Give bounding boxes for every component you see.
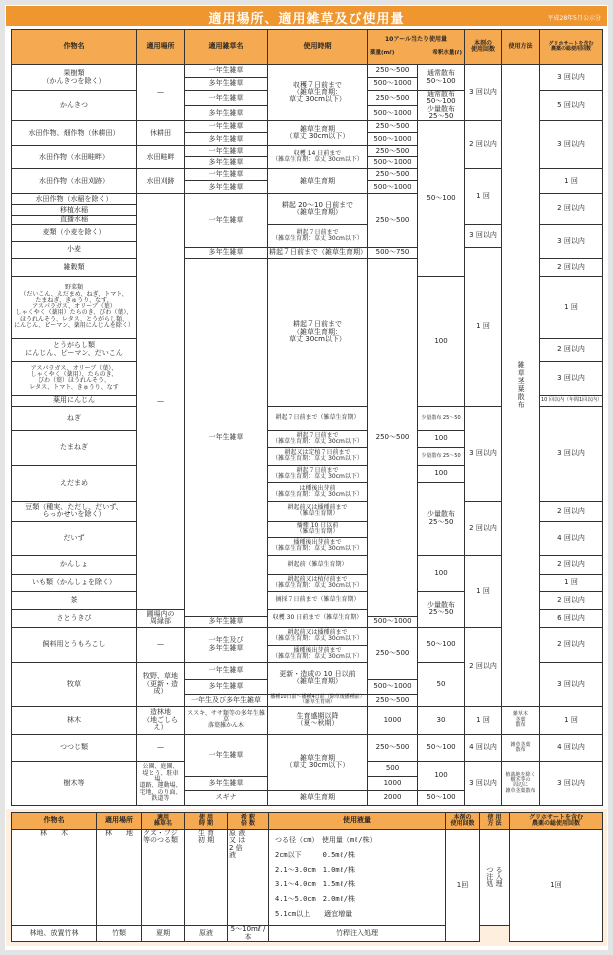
- cell-times: 3 回以内: [465, 224, 502, 247]
- application-table-body: [12, 65, 603, 806]
- cell-water: 100: [418, 761, 465, 790]
- cell-total: 2 回以内: [540, 501, 603, 521]
- cell-total: 3 回以内: [540, 224, 603, 258]
- cell-crop: 移植水稲: [12, 205, 137, 216]
- cell-times: 3 回以内: [465, 65, 502, 121]
- sub-timing-2: 夏期: [142, 926, 185, 942]
- cell-timing: 更新・造成の 10 日以前 （雑草生育期）: [268, 662, 368, 694]
- sub-weed-2: 竹類: [97, 926, 142, 942]
- cell-timing: 耕起７日前まで（雑草生育期）: [268, 406, 368, 430]
- cell-water: 50～100: [418, 734, 465, 761]
- cell-timing: 雑草生育期: [268, 169, 368, 194]
- cell-total: 3 回以内: [540, 121, 603, 169]
- cell-total: 3 回以内: [540, 361, 603, 395]
- table-row: [12, 65, 603, 78]
- cell-water: 100: [418, 430, 465, 447]
- cell-water: 少量散布 25～50: [418, 406, 465, 430]
- cell-timing: 雑草生育期 （草丈 30cm以下）: [268, 121, 368, 146]
- cell-weed: 多年生雑草: [185, 616, 268, 627]
- sub-header-dilution: 希 釈 倍 数: [228, 812, 269, 829]
- cell-total: 3 回以内: [540, 761, 603, 805]
- cell-times: 3 回以内: [465, 406, 502, 501]
- cell-timing: 耕起 20～10 日前まで （雑草生育期）: [268, 194, 368, 224]
- cell-site: —: [137, 734, 185, 761]
- cell-crop: たまねぎ: [12, 430, 137, 465]
- sub-header-volume: 使用液量: [269, 812, 446, 829]
- cell-total: 2 回以内: [540, 555, 603, 574]
- volume-line: 4.1～5.0cm 2.0mℓ/株: [275, 894, 355, 903]
- sub-dilution: 原 液 又 は 2 倍 液: [228, 829, 269, 925]
- cell-total: 2 回以内: [540, 194, 603, 224]
- sub-method-2: 竹稈注入処理: [269, 926, 446, 942]
- sub-header-weed: 適用 雑草名: [142, 812, 185, 829]
- sub-volume: [269, 829, 446, 925]
- sub-site-2: 林地、放置竹林: [12, 926, 97, 942]
- cell-crop: 果樹類 （かんきつを除く）: [12, 65, 137, 91]
- sub-times: 1回: [446, 829, 480, 941]
- header-water: 希釈水量(ℓ): [432, 49, 462, 56]
- cell-timing: 耕起７日前まで（雑草生育期）: [268, 247, 368, 258]
- cell-water: 50～100: [418, 121, 465, 276]
- cell-weed: ススキ、ササ類等の多年生雑草 落葉雑かん木: [185, 706, 268, 734]
- cell-dose: 500～1000: [368, 679, 418, 694]
- cell-timing: 耕起又は定植７日前まで （雑草生育期：草丈 30cm以下）: [268, 447, 368, 465]
- cell-times: 1 回: [465, 706, 502, 734]
- cell-times: 2 回以内: [465, 627, 502, 706]
- cell-crop: ねぎ: [12, 406, 137, 430]
- header-weed: 適用雑草名: [185, 30, 268, 65]
- header-dose: 薬量(mℓ): [370, 49, 395, 56]
- cell-weed: スギナ: [185, 790, 268, 805]
- cell-weed: 一年生雑草: [185, 258, 268, 616]
- cell-timing: 耕起前又は播種前まで （雑草生育期：草丈 30cm以下）: [268, 627, 368, 645]
- cell-dose: 500: [368, 761, 418, 776]
- cell-total: 2 回以内: [540, 591, 603, 609]
- cell-weed: 多年生雑草: [185, 679, 268, 694]
- cell-total: 1 回: [540, 169, 603, 194]
- cell-total: 4 回以内: [540, 521, 603, 555]
- cell-weed: 一年生雑草: [185, 169, 268, 181]
- cell-weed: 多年生雑草: [185, 181, 268, 194]
- sub-crop: 林 木: [12, 829, 97, 925]
- cell-total: 2 回以内: [540, 627, 603, 662]
- cell-dose: 250～500: [368, 194, 418, 247]
- cell-times: 3 回以内: [465, 761, 502, 805]
- cell-water: 100: [418, 555, 465, 591]
- cell-crop: 牧草: [12, 662, 137, 706]
- cell-crop: 林木: [12, 706, 137, 734]
- injection-table: [11, 812, 603, 942]
- cell-times: 1 回: [465, 169, 502, 224]
- cell-dose: 500～1000: [368, 106, 418, 121]
- cell-total: 2 回以内: [540, 338, 603, 361]
- cell-total: 4 回以内: [540, 734, 603, 761]
- cell-timing: 耕起前又は植付前まで （雑草生育期：草丈 30cm以下）: [268, 574, 368, 591]
- cell-crop: 野菜類 （だいこん、えだまめ、ねぎ、トマト、 たまねぎ、きゅうり、なす、 アスパラガス、オリーブ（葉） しゃくやく（薬用）たらのき、びわ（葉）、 ほうれんそう、レタス、とうがらし類、 にんじん、ピーマン、薬用にんじんを除く）: [12, 276, 137, 338]
- cell-crop: 水田作物（水稲を除く）: [12, 194, 137, 205]
- cell-timing: 雑草生育期 （草丈 30cm以下）: [268, 734, 368, 790]
- cell-weed: 多年生雑草: [185, 106, 268, 121]
- cell-weed: 多年生雑草: [185, 776, 268, 790]
- cell-dose: 500～1000: [368, 78, 418, 91]
- sub-header-total: グリホサートを含む 農薬の総使用回数: [510, 812, 603, 829]
- cell-dose: 500～1000: [368, 616, 418, 627]
- header-amount: [368, 30, 465, 65]
- cell-dose: 500～1000: [368, 133, 418, 146]
- cell-water: 50～100: [418, 790, 465, 805]
- cell-dose: 1000: [368, 706, 418, 734]
- cell-crop: だいず: [12, 521, 137, 555]
- cell-dose: 500～1000: [368, 181, 418, 194]
- cell-dose: 250～500: [368, 694, 418, 706]
- cell-weed: 一年生雑草: [185, 662, 268, 679]
- cell-crop: かんしょ: [12, 555, 137, 574]
- cell-times: 2 回以内: [465, 501, 502, 555]
- header-timing: 使用時期: [268, 30, 368, 65]
- volume-line: 3.1～4.0cm 1.5mℓ/株: [275, 880, 355, 889]
- cell-weed: 一年生雑草: [185, 121, 268, 133]
- cell-method: 雑草茎葉 散布: [502, 734, 540, 761]
- cell-water: 通常散布 50～100: [418, 65, 465, 91]
- cell-crop: 薬用にんじん: [12, 395, 137, 406]
- cell-dose: 1000: [368, 776, 418, 790]
- cell-dose: 500～750: [368, 247, 418, 258]
- cell-crop: 麦類（小麦を除く）: [12, 224, 137, 241]
- cell-dose: 250～500: [368, 258, 418, 616]
- sub-header-method: 使 用 方 法: [480, 812, 510, 829]
- cell-timing: 播種後出芽前まで （雑草生育期：草丈 30cm以下）: [268, 645, 368, 662]
- table-row: [12, 734, 603, 761]
- cell-total: 3 回以内: [540, 406, 603, 501]
- page-panel: [5, 5, 608, 950]
- cell-total: 3 回以内: [540, 65, 603, 91]
- cell-crop: つつじ類: [12, 734, 137, 761]
- cell-water: 通常散布 50～100 少量散布 25～50: [418, 91, 465, 121]
- cell-crop: かんきつ: [12, 91, 137, 121]
- cell-water: 少量散布 25～50: [418, 482, 465, 555]
- cell-weed: 一年生及び多年生雑草: [185, 694, 268, 706]
- cell-crop: 小麦: [12, 241, 137, 258]
- volume-line: 5.1cm以上 適宜増量: [275, 909, 353, 918]
- header-crop: 作物名: [12, 30, 137, 65]
- volume-line: 2.1～3.0cm 1.0mℓ/株: [275, 865, 355, 874]
- cell-total: 10 回以内（年間1回以内）: [540, 395, 603, 406]
- cell-total: 6 回以内: [540, 609, 603, 627]
- cell-dose: 250～500: [368, 734, 418, 761]
- cell-weed: 多年生雑草: [185, 247, 268, 258]
- cell-timing: 播種後出芽前まで （雑草生育期：草丈 30cm以下）: [268, 537, 368, 555]
- cell-site: 牧野、草地 （更新・造成）: [137, 662, 185, 706]
- cell-crop: さとうきび: [12, 609, 137, 627]
- header-row: [12, 30, 603, 65]
- cell-timing: 耕起７日前まで （雑草生育期：草丈 30cm以下）: [268, 430, 368, 447]
- volume-line: つる径（cm） 使用量（mℓ/株）: [275, 836, 377, 845]
- cell-timing: 摘採７日前まで（雑草生育期）: [268, 591, 368, 609]
- cell-water: 30: [418, 706, 465, 734]
- cell-timing: 雑草生育期: [268, 790, 368, 805]
- cell-crop: 茶: [12, 591, 137, 609]
- cell-total: 1 回: [540, 574, 603, 591]
- table-row: [12, 706, 603, 734]
- sub-total: 1回: [510, 829, 603, 941]
- cell-timing: 耕起７日前まで （雑草生育期：草丈 30cm以下）: [268, 465, 368, 482]
- cell-site: —: [137, 627, 185, 662]
- sub-header-site: 適用場所: [97, 812, 142, 829]
- sub-header-timing: 使 用 時 期: [185, 812, 228, 829]
- header-method: 使用方法: [502, 30, 540, 65]
- cell-water: 少量散布 25～50: [418, 447, 465, 465]
- cell-crop: 樹木等: [12, 761, 137, 805]
- sub-dilution-2: 原液: [185, 926, 228, 942]
- cell-water: 50: [418, 662, 465, 706]
- cell-site: 水田畦畔: [137, 146, 185, 169]
- sub-timing: 生 育 初 期: [185, 829, 228, 925]
- footer-section: [6, 809, 607, 946]
- cell-times: 1 回: [465, 555, 502, 627]
- header-site: 適用場所: [137, 30, 185, 65]
- cell-total: 5 回以内: [540, 91, 603, 121]
- sub-header-row: [12, 812, 603, 829]
- cell-timing: 耕起７日前まで （雑草生育期：草丈 30cm以下）: [268, 224, 368, 247]
- cell-dose: 2000: [368, 790, 418, 805]
- sub-header-times: 本剤の 使用回数: [446, 812, 480, 829]
- cell-water: 少量散布 25～50: [418, 591, 465, 627]
- sub-header-crop: 作物名: [12, 812, 97, 829]
- cell-times: 4 回以内: [465, 734, 502, 761]
- cell-dose: 250～500: [368, 146, 418, 157]
- publication-note: 平成28年5月公示分: [547, 15, 601, 22]
- cell-timing: 播種10日前～播種4日前（除草後播種前）（雑草生育期）: [268, 694, 368, 706]
- cell-weed: 一年生及び 多年生雑草: [185, 627, 268, 662]
- cell-site: 休耕田: [137, 121, 185, 146]
- cell-crop: 直播水稲: [12, 216, 137, 224]
- cell-timing: 収穫 30 日前まで（雑草生育期）: [268, 609, 368, 627]
- cell-crop: 雑穀類: [12, 258, 137, 276]
- cell-water: 100: [418, 465, 465, 482]
- cell-weed: 一年生雑草: [185, 734, 268, 776]
- cell-weed: 多年生雑草: [185, 157, 268, 169]
- cell-crop: アスパラガス、オリーブ（葉）、 しゃくやく（薬用）、たらのき、 びわ（葉）ほうれんそう、 レタス、トマト、きゅうり、なす: [12, 361, 137, 395]
- header-times: 本剤の 使用回数: [465, 30, 502, 65]
- cell-water: 50～100: [418, 627, 465, 662]
- cell-timing: 耕起７日前まで （雑草生育期： 草丈 30cm以下）: [268, 258, 368, 406]
- cell-timing: 収穫７日前まで （雑草生育期： 草丈 30cm以下）: [268, 65, 368, 121]
- cell-weed: 多年生雑草: [185, 133, 268, 146]
- cell-times: 1 回: [465, 247, 502, 406]
- cell-timing: 収穫 14 日前まで （雑草生育期：草丈 30cm以下）: [268, 146, 368, 169]
- sub-row-vine: [12, 829, 603, 925]
- cell-weed: 一年生雑草: [185, 65, 268, 78]
- cell-total: 1 回: [540, 706, 603, 734]
- cell-site: 水田刈跡: [137, 169, 185, 194]
- cell-method: 植栽地を除く 樹木等の 周辺に 雑草茎葉散布: [502, 761, 540, 805]
- cell-dose: 250～500: [368, 121, 418, 133]
- cell-site: —: [137, 194, 185, 609]
- cell-timing: 耕起前又は播種前まで （雑草生育期）: [268, 501, 368, 521]
- sub-weed: クズ・フジ等のつる類: [142, 829, 185, 925]
- cell-timing: は種後出芽前 （雑草生育期：草丈 30cm以下）: [268, 482, 368, 501]
- cell-site: 圃場内の 周縁部: [137, 609, 185, 627]
- sub-method: つ る 注 入 処 理: [480, 829, 510, 925]
- cell-times: 2 回以内: [465, 121, 502, 169]
- cell-method: 雑草木 茎葉 散布: [502, 706, 540, 734]
- cell-dose: 250～500: [368, 169, 418, 181]
- header-total: グリホサートを含む 農薬の総使用回数: [540, 30, 603, 65]
- cell-crop: 豆類（種実、ただし、だいず、 らっかせいを除く）: [12, 501, 137, 521]
- cell-total: 1 回: [540, 276, 603, 338]
- cell-crop: 水田作物（水田畦畔）: [12, 146, 137, 169]
- cell-weed: 多年生雑草: [185, 78, 268, 91]
- cell-timing: 生育盛期以降 （夏～秋期）: [268, 706, 368, 734]
- cell-site: 造林地 （地ごしらえ）: [137, 706, 185, 734]
- volume-line: 2cm以下 0.5mℓ/株: [275, 850, 355, 859]
- cell-dose: 500～1000: [368, 157, 418, 169]
- cell-crop: 水田作物（水田刈跡）: [12, 169, 137, 194]
- cell-total: 2 回以内: [540, 258, 603, 276]
- header-amount-group: 10アール当たり使用量: [384, 36, 448, 44]
- cell-crop: いも類（かんしょを除く）: [12, 574, 137, 591]
- cell-timing: 播種 10 日以前 （雑草生育期）: [268, 521, 368, 537]
- sub-volume-2: 5～10mℓ / 本: [228, 926, 269, 942]
- cell-crop: えだまめ: [12, 465, 137, 501]
- cell-weed: 一年生雑草: [185, 194, 268, 247]
- application-table: [11, 29, 603, 806]
- cell-dose: 250～500: [368, 65, 418, 78]
- cell-crop: 飼料用とうもろこし: [12, 627, 137, 662]
- cell-total: 3 回以内: [540, 662, 603, 706]
- cell-site: 公園、庭園、 堤とう、駐車場、 道路、運動場、 宅地、のり面、 鉄道等: [137, 761, 185, 805]
- cell-site: —: [137, 65, 185, 121]
- cell-crop: 水田作物、畑作物（休耕田）: [12, 121, 137, 146]
- cell-dose: 250～500: [368, 91, 418, 106]
- cell-dose: 250～500: [368, 627, 418, 679]
- cell-weed: 一年生雑草: [185, 146, 268, 157]
- cell-method: 雑草茎葉散布: [502, 65, 540, 707]
- cell-weed: 一年生雑草: [185, 91, 268, 106]
- cell-water: 100: [418, 276, 465, 406]
- page-title: 適用場所、適用雑草及び使用量: [208, 12, 405, 27]
- title-bar: [6, 6, 607, 26]
- sub-site: 林 地: [97, 829, 142, 925]
- cell-timing: 耕起前（雑草生育期）: [268, 555, 368, 574]
- cell-crop: とうがらし類 にんじん、ピーマン、だいこん: [12, 338, 137, 361]
